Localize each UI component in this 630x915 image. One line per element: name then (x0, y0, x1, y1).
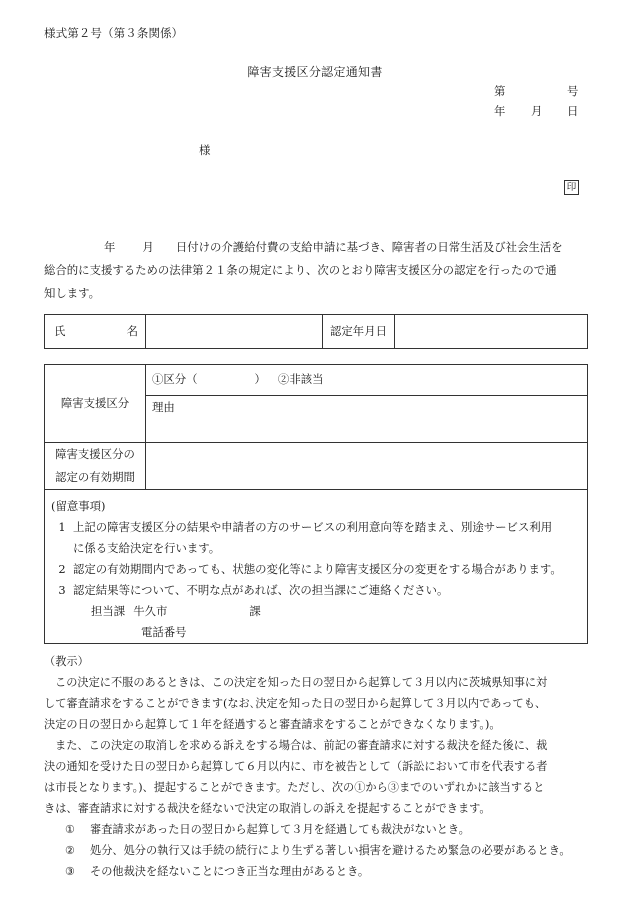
cert-date-field[interactable] (395, 315, 588, 349)
instruction-item (44, 861, 594, 882)
notes-heading: (留意事項) (51, 499, 106, 513)
instruction-item (44, 840, 594, 861)
instruction-p1-line1: この決定に不服のあるときは、この決定を知った日の翌日から起算して３月以内に茨城県知事に対 (55, 676, 548, 689)
item-text: 処分、処分の執行又は手続の続行により生ずる著しい損害を避けるため緊急の必要があるとき。 (90, 844, 571, 857)
instruction-items (44, 819, 594, 882)
instruction-heading: （教示） (44, 655, 89, 668)
applicant-table (44, 314, 588, 349)
classification-label: 障害支援区分 (45, 365, 146, 443)
name-label-cell (45, 315, 146, 349)
validity-label (45, 443, 146, 490)
notice-line-1: 日付けの介護給付費の支給申請に基づき、障害者の日常生活及び社会生活を (175, 240, 563, 254)
item-mark: ③ (64, 865, 76, 878)
classification-options[interactable] (146, 365, 588, 396)
validity-label-1: 障害支援区分の (55, 447, 135, 461)
contact-section: 課 (249, 604, 261, 618)
contact-city: 牛久市 (133, 604, 168, 618)
instruction-p1-line2: して審査請求をすることができます(なお､決定を知った日の翌日から起算して３月以内であっても、 (44, 697, 547, 710)
note-number: 1 (58, 520, 66, 534)
name-field[interactable] (146, 315, 323, 349)
validity-field[interactable] (146, 443, 588, 490)
note-continuation: に係る支給決定を行います。 (73, 541, 221, 555)
cert-date-label: 認定年月日 (323, 315, 395, 349)
contact-department (51, 601, 581, 622)
form-number: 様式第２号（第３条関係） (44, 26, 184, 40)
notice-line-3: 知します。 (44, 286, 101, 300)
item-text: 審査請求があった日の翌日から起算して３月を経過しても裁決がないとき。 (90, 823, 470, 836)
notice-paragraph (44, 236, 594, 305)
name-label-a: 氏 (54, 323, 66, 338)
note-number: 3 (58, 583, 66, 597)
instruction-section (44, 651, 594, 882)
item-mark: ① (64, 823, 76, 836)
contact-dept-label: 担当課 (91, 604, 126, 618)
classification-table (44, 364, 588, 644)
addressee-suffix: 様 (199, 143, 211, 157)
instruction-p2-line4: きは、審査請求に対する裁決を経ないで決定の取消しの訴えを提起することができます。 (44, 802, 491, 815)
name-label-b: 名 (126, 323, 138, 338)
reason-field[interactable] (146, 396, 588, 443)
number-suffix: 号 (567, 84, 579, 98)
notice-year: 年 (104, 240, 116, 254)
item-mark: ② (64, 844, 76, 857)
note-text: 上記の障害支援区分の結果や申請者の方のサービスの利用意向等を踏まえ、別途サービス利用 (73, 520, 553, 534)
instruction-p2-line2: 決の通知を受けた日の翌日から起算して６月以内に、市を被告として（訴訟において市を代表する者 (44, 760, 548, 773)
instruction-p1-line3: 決定の日の翌日から起算して１年を経過すると審査請求をすることができなくなります。)。 (44, 718, 501, 731)
document-title: 障害支援区分認定通知書 (247, 65, 383, 79)
note-text: 認定の有効期間内であっても、状態の変化等により障害支援区分の変更をする場合があります。 (73, 562, 562, 576)
instruction-item (44, 819, 594, 840)
note-number: 2 (58, 562, 66, 576)
item-text: その他裁決を経ないことにつき正当な理由があるとき。 (90, 865, 370, 878)
instruction-p2-line1: また、この決定の取消しを求める訴えをする場合は、前記の審査請求に対する裁決を経た後に、裁 (55, 739, 548, 752)
notice-line-2: 総合的に支援するための法律第２１条の規定により、次のとおり障害支援区分の認定を行ったので通 (44, 263, 557, 277)
issue-date-day: 日 (567, 104, 579, 118)
issue-date-year: 年 (494, 104, 506, 118)
option-not-applicable: ②非該当 (277, 372, 324, 387)
contact-phone-label: 電話番号 (141, 625, 187, 639)
issue-date-month: 月 (531, 104, 543, 118)
number-prefix: 第 (494, 84, 506, 98)
reason-label: 理由 (152, 400, 175, 414)
validity-label-2: 認定の有効期間 (55, 470, 135, 484)
instruction-p2-line3: は市長となります。)、提起することができます。ただし、次の①から③までのいずれかに該当すると (44, 781, 545, 794)
notes-cell (45, 490, 588, 644)
notice-month: 月 (142, 240, 154, 254)
note-text: 認定結果等について、不明な点があれば、次の担当課にご連絡ください。 (73, 583, 449, 597)
option-classification: ①区分（ ） (152, 372, 266, 387)
seal-mark: 印 (564, 180, 579, 195)
